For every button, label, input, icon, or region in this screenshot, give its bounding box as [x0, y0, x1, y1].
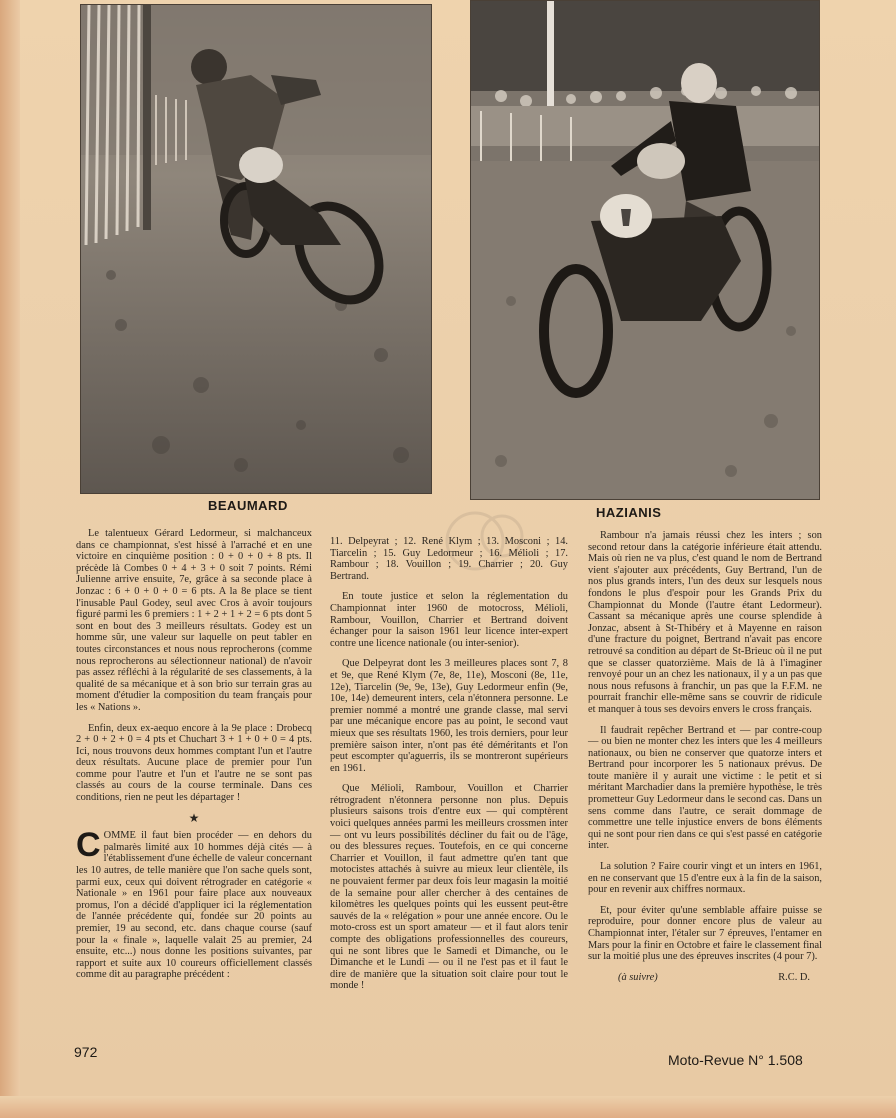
photo-beaumard [80, 4, 432, 494]
article-column-1 [76, 528, 312, 990]
to-be-continued-note: (à suivre) [618, 971, 658, 983]
caption-hazianis: HAZIANIS [596, 505, 662, 520]
column3-paragraph-4: Et, pour éviter qu'une semblable affaire puisse se reproduire, pour donner encore plus de valeur au Championnat inter, l'étaler sur 7 épreuves, l'entamer en Mars pour la finir en Octobre et faire le classement final sur la moitié plus une des épreuves inscrites (4 pour 7). [588, 904, 822, 963]
drop-cap: C [76, 826, 101, 865]
column1-paragraph-3 [76, 826, 312, 981]
article-signoff [588, 972, 822, 984]
column2-ranking-list: 11. Delpeyrat ; 12. René Klym ; 13. Mosconi ; 14. Tiarcelin ; 15. Guy Ledormeur ; 16. Mélioli ; 17. Rambour ; 18. Vouillon ; 19. Charrier ; 20. Guy Bertrand. [330, 536, 568, 582]
column1-paragraph-1: Le talentueux Gérard Ledormeur, si malchanceux dans ce championnat, s'est hissé à l'arraché et en une victoire en cinquième position : 0 + 0 + 0 + 8 pts. Il précède là Combes 0 + 4 + 3 + 0 soit 7 points. Rémi Julienne arrive ensuite, 7e, grâce à sa seconde place à Jonzac : 6 + 0 + 0 + 0 = 6 pts. A la 8e place se tient l'inusable Paul Godey, seul avec Cros à avoir toujours figuré parmi les 6 premiers : 1 + 2 + 1 + 2 = 6 pts dont 5 sont en bout des 3 meilleurs résultats. Godey est un homme sûr, une valeur sur laquelle on peut tabler en toutes circonstances et nous nous reprocherons (comme nous reprocherons au sélectionneur national) de n'avoir pas assez réfléchi à la régularité de ses classements, à la qualité de sa mécanique et à son brio sur terrain gras au moment d'étudier la composition du team français pour les « Nations ». [76, 528, 312, 713]
section-separator-star: ★ [188, 810, 200, 825]
magazine-issue: Moto-Revue N° 1.508 [668, 1052, 803, 1068]
column2-paragraph-3: Que Delpeyrat dont les 3 meilleures places sont 7, 8 et 9e, que René Klym (7e, 8e, 11e), Mosconi (8e, 11e, 12e), Tiarcelin (9e, 9e, 13e), Guy Ledormeur enfin (9e, 10e, 14e) demeurent inters, cela n'étonnera personne. Le premier nommé a montré une grande classe, mal servi par une mécanique encore pas au point, le second vaut mieux que ses résultats 1960, les trois derniers, pour leur première saison inter, n'ont pas été déméritants et l'on peut escompter qu'aguerris, ils se montreront supérieurs en 1961. [330, 658, 568, 774]
photo-hazianis [470, 0, 820, 500]
column3-paragraph-1: Rambour n'a jamais réussi chez les inters ; son second retour dans la catégorie inférieure était attendu. Mais où rien ne va plus, c'est quand le nom de Bertrand vient s'ajouter aux précédents, Guy Bertrand, l'un de nos plus grands inters, l'un des deux sur lesquels nous fondons le plus d'espoir pour les Grands Prix du Championnat du Monde (l'autre étant Ledormeur). Cassant sa mécanique après une course splendide à Jonzac, absent à St-Thibéry et à Mayenne en raison d'une fracture du poignet, Bertrand n'avait pas encore retrouvé sa condition au départ de St-Brieuc où il ne put que se classer quatorzième. Mais de là à l'imaginer renvoyé pour un an chez les nationaux, il y a un pas que nous nous refusons à franchir, un pas que la F.F.M. ne pourrait franchir elle-même sans se couvrir de ridicule et manquer à tous ses devoirs envers le cross français. [588, 530, 822, 715]
column3-paragraph-2: Il faudrait repêcher Bertrand et — par contre-coup — ou bien ne monter chez les inters que les 4 meilleurs nationaux, ou bien ne conserver que quatorze inters et Bertrand pour incorporer les 5 nationaux prévus. De toute manière il y aurait une victime : le petit et si méritant Marchadier dans la première hypothèse, le très prometteur Guy Ledormeur dans le second cas. Dans un sens comme dans l'autre, ce serait dommage de commettre une telle injustice envers de bons éléments qui ne sont pour rien dans ce qui s'est passé en catégorie inter. [588, 724, 822, 852]
article-column-3 [588, 530, 822, 983]
article-column-2 [330, 536, 568, 1001]
column1-paragraph-2: Enfin, deux ex-aequo encore à la 9e place : Drobecq 2 + 0 + 2 + 0 = 4 pts et Chuchart 3 + 1 + 0 + 0 = 4 pts. Ici, nous trouvons deux hommes comptant l'un et l'autre deux résultats. Aucune place de premier pour l'un comme pour l'autre et l'un et l'autre ne se sont pas classés au cours de la course terminale. Dans ces conditions, rien ne peut les départager ! [76, 722, 312, 804]
column2-paragraph-2: En toute justice et selon la réglementation du Championnat inter 1960 de motocross, Mélioli, Rambour, Vouillon, Charrier et Bertrand doivent échanger pour la saison 1961 leur licence inter-expert contre une licence nationale (ou inter-senior). [330, 591, 568, 649]
column1-paragraph-3-text: OMME il faut bien procéder — en dehors du palmarès limité aux 10 hommes déjà cités — à l'établissement d'une échelle de valeur concernant les 10 autres, de telle manière que l'on sache quels sont, parmi eux, ceux qui doivent rétrograder en catégorie « Nationale » en 1961 pour faire place aux nouveaux promus, l'on a décidé d'appliquer ici la réglementation de l'année précédente qui, fondée sur 20 points au premier, 19 au second, etc. dans chaque course (sauf pour la « finale », laquelle valait 25 au premier, 24 ensuite, etc...) nous donne les positions suivantes, par rapport et suite aux 10 coureurs officiellement classés comme dit au paragraphe précédent : [76, 830, 312, 981]
column3-paragraph-3: La solution ? Faire courir vingt et un inters en 1961, en ne conservant que 15 d'entre eux à la fin de la saison, pour en revenir aux chiffres normaux. [588, 861, 822, 896]
page-number: 972 [74, 1044, 98, 1060]
author-initials: R.C. D. [778, 971, 810, 983]
column2-paragraph-4: Que Mélioli, Rambour, Vouillon et Charrier rétrogradent n'étonnera personne non plus. Depuis plusieurs saisons trois d'entre eux — qui comptèrent voici quelques années parmi les meilleurs crossmen inter — ont vu leurs possibilités décliner du fait ou de l'âge, ou des blessures reçues. Toutefois, en ce qui concerne Charrier et Vouillon, il faut admettre qu'en tant que motocistes attachés à suivre au mieux leur clientèle, ils ne pouvaient fermer par deux fois leur magasin la moitié de la semaine pour aller chercher à des centaines de kilomètres les quelques points qui les eussent peut-être sauvés de la « relégation » pour une année encore. Ou le moto-cross est un sport amateur — et il faut alors tenir compte des obligations professionnelles des coureurs, qui ne sont libres que le Samedi et Dimanche, ou le Dimanche et le Lundi — ou il ne l'est pas et il faut le dire de manière que la situation soit claire pour tout le monde ! [330, 783, 568, 992]
caption-beaumard: BEAUMARD [208, 498, 288, 513]
page-edge-left [0, 0, 20, 1118]
page-edge-bottom [0, 1096, 896, 1118]
